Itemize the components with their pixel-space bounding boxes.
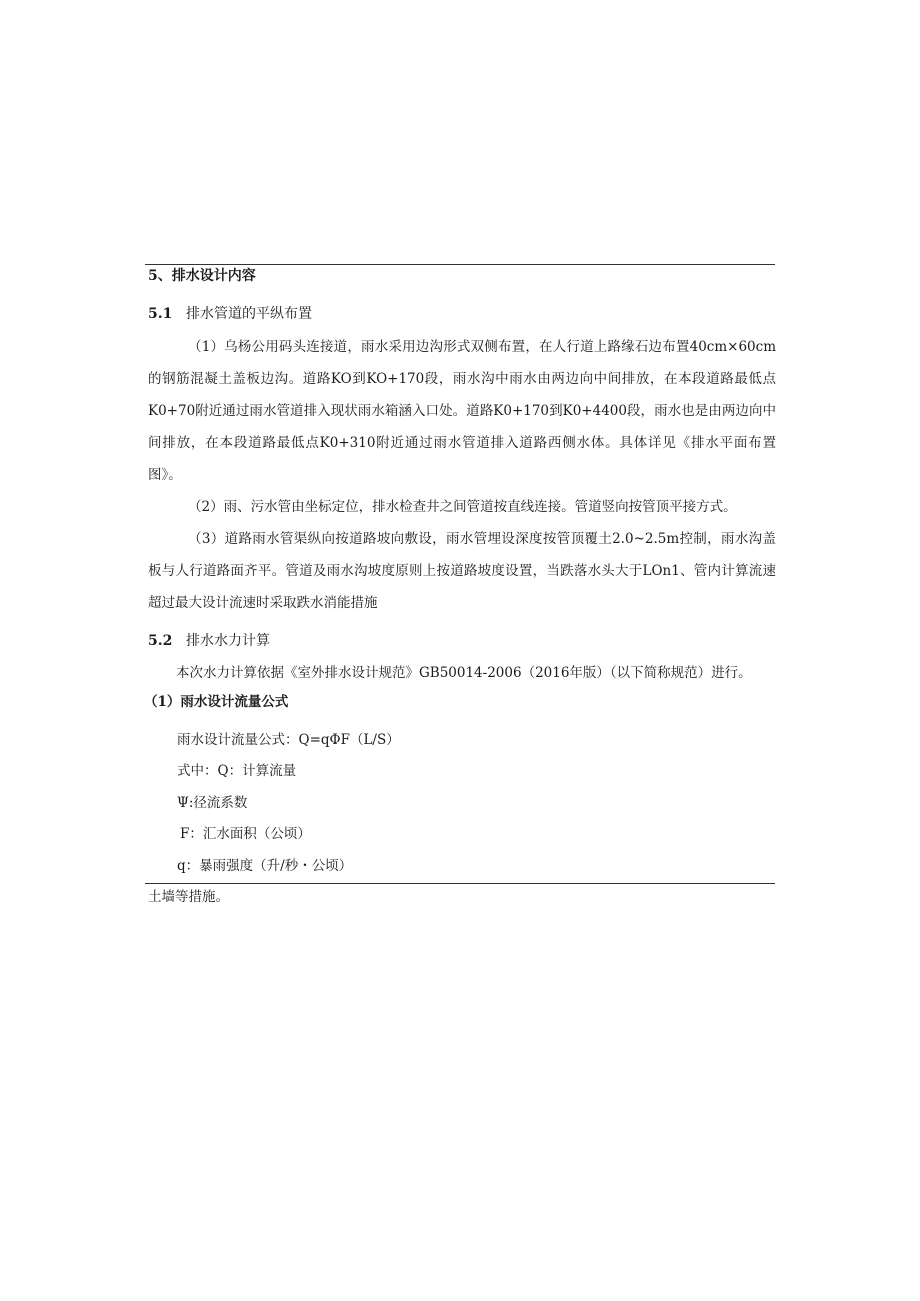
subheading-rain-flow-formula: （1）雨水设计流量公式 — [144, 694, 289, 710]
definition-psi: Ψ:径流系数 — [177, 795, 248, 811]
top-rule — [145, 264, 775, 265]
definition-q: 式中：Q：计算流量 — [177, 763, 297, 779]
section-title: 5、排水设计内容 — [148, 268, 256, 284]
subsection-5-2-number: 5.2 — [148, 633, 173, 649]
paragraph-4: 本次水力计算依据《室外排水设计规范》GB50014-2006（2016年版）（以下简称规范）进行。 — [176, 665, 752, 681]
paragraph-2: （2）雨、污水管由坐标定位，排水检查井之间管道按直线连接。管道竖向按管顶平接方式。 — [188, 499, 737, 515]
subsection-5-2-title: 排水水力计算 — [186, 633, 270, 649]
bottom-rule — [145, 883, 775, 884]
definition-f: F：汇水面积（公顷） — [180, 826, 311, 842]
formula-line: 雨水设计流量公式：Q=qΦF（L/S） — [177, 732, 400, 748]
subsection-5-1-number: 5.1 — [148, 306, 173, 322]
subsection-5-2-heading — [148, 631, 270, 651]
paragraph-1: （1）乌杨公用码头连接道，雨水采用边沟形式双侧布置，在人行道上路缘石边布置40cm×60cm的钢筋混凝土盖板边沟。道路KO到KO+170段，雨水沟中雨水由两边向中间排放，在本段道路最低点K0+70附近通过雨水管道排入现状雨水箱涵入口处。道路K0+170到K0+4400段，雨水也是由两边向中间排放，在本段道路最低点K0+310附近通过雨水管道排入道路西侧水体。具体详见《排水平面布置图》。 — [148, 339, 776, 483]
footer-text: 土墙等措施。 — [148, 889, 229, 905]
definition-intensity: q：暴雨强度（升/秒・公顷） — [177, 858, 353, 874]
subsection-5-1-title: 排水管道的平纵布置 — [186, 306, 312, 322]
subsection-5-1-heading — [148, 304, 312, 324]
paragraph-3: （3）道路雨水管渠纵向按道路坡向敷设，雨水管埋设深度按管顶覆土2.0~2.5m控制，雨水沟盖板与人行道路面齐平。管道及雨水沟坡度原则上按道路坡度设置，当跌落水头大于LOn1、管内计算流速超过最大设计流速时采取跌水消能措施 — [148, 531, 776, 611]
